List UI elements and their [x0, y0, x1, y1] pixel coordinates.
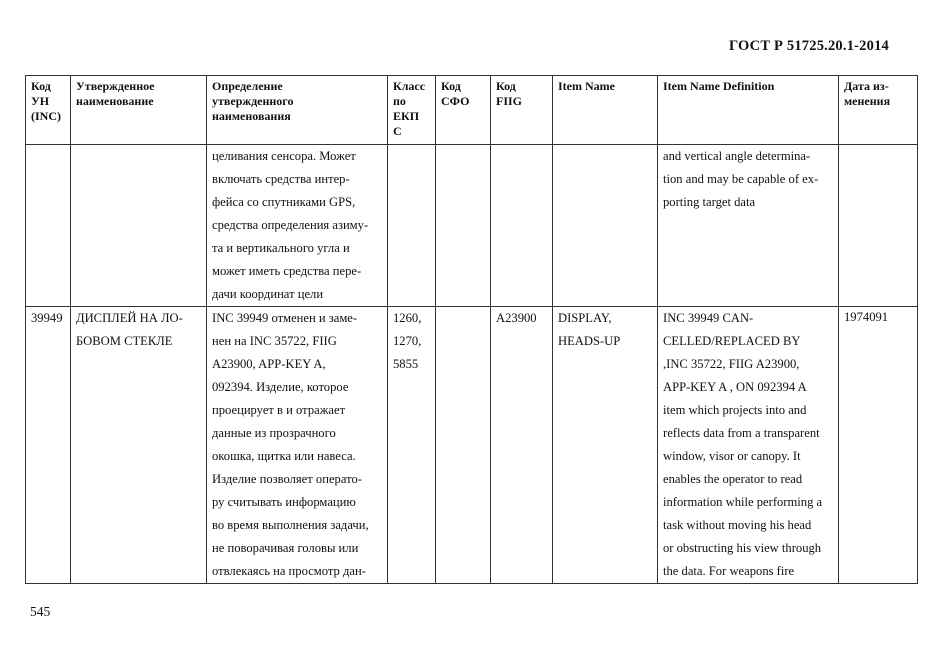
cell-inc [26, 145, 71, 307]
header-item-name-definition: Item Name Definition [658, 76, 839, 145]
cell-text-line: нен на INC 35722, FIIG [212, 334, 337, 348]
cell-text-line: ру считывать информацию [212, 495, 356, 509]
cell-text-line: ,INC 35722, FIIG A23900, [663, 357, 800, 371]
cell-text-line: DISPLAY, [558, 311, 612, 325]
cell-text-line: A23900 [496, 311, 537, 325]
cell-text-line: не поворачивая головы или [212, 541, 359, 555]
cell-text-line: HEADS-UP [558, 334, 621, 348]
cell-sfo [436, 307, 491, 584]
cell-text-line: ДИСПЛЕЙ НА ЛО- [76, 311, 183, 325]
cell-text-line: может иметь средства пере- [212, 264, 362, 278]
cell-class [388, 145, 436, 307]
cell-text-line: проецирует в и отражает [212, 403, 346, 417]
document-standard-number: ГОСТ Р 51725.20.1-2014 [728, 38, 889, 54]
cell-fiig [491, 145, 553, 307]
cell-text-line: porting target data [663, 195, 756, 209]
header-definition: Определение утвержденного наименования [207, 76, 388, 145]
cell-inc [26, 307, 71, 584]
cell-text-line: 1974091 [844, 310, 889, 324]
cell-text-line: 39949 [31, 311, 63, 325]
page-number: 545 [30, 604, 51, 619]
cell-text-line: APP-KEY A , ON 092394 A [663, 380, 807, 394]
header-sfo: Код СФО [436, 76, 491, 145]
cell-text-line: во время выполнения задачи, [212, 518, 369, 532]
cell-text-line: task without moving his head [663, 518, 812, 532]
cell-text-line: tion and may be capable of ex- [663, 172, 819, 186]
cell-item-name-definition [658, 307, 839, 584]
cell-approved-name [71, 307, 207, 584]
header-approved-name: Утвержденное наименование [71, 76, 207, 145]
table-header-row [26, 76, 918, 145]
cell-approved-name [71, 145, 207, 307]
cell-text-line: INC 39949 CAN- [663, 311, 754, 325]
cell-text-line: средства определения азиму- [212, 218, 369, 232]
cell-text-line: дачи координат цели [212, 287, 324, 301]
cell-text-line: the data. For weapons fire [663, 564, 795, 578]
cell-text-line: A23900, APP-KEY A, [212, 357, 326, 371]
cell-text-line: фейса со спутниками GPS, [212, 195, 356, 209]
cell-fiig [491, 307, 553, 584]
cell-text-line: and vertical angle determina- [663, 149, 811, 163]
cell-text-line: window, visor or canopy. It [663, 449, 801, 463]
header-fiig: Код FIIG [491, 76, 553, 145]
header-item-name: Item Name [553, 76, 658, 145]
cell-text-line: данные из прозрачного [212, 426, 336, 440]
cell-text-line: enables the operator to read [663, 472, 803, 486]
header-inc: Код УН (INC) [26, 76, 71, 145]
cell-text-line: 1270, [393, 334, 422, 348]
table-row [26, 145, 918, 307]
cell-definition [207, 145, 388, 307]
header-change-date: Дата из- менения [839, 76, 918, 145]
cell-text-line: CELLED/REPLACED BY [663, 334, 801, 348]
cell-text-line: information while performing a [663, 495, 823, 509]
cell-text-line: целивания сенсора. Может [212, 149, 356, 163]
cell-change-date [839, 307, 918, 584]
cell-text-line: отвлекаясь на просмотр дан- [212, 564, 366, 578]
cell-text-line: or obstructing his view through [663, 541, 822, 555]
cell-text-line: 092394. Изделие, которое [212, 380, 349, 394]
cell-item-name-definition [658, 145, 839, 307]
cell-item-name [553, 307, 658, 584]
cell-text-line: INC 39949 отменен и заме- [212, 311, 358, 325]
cell-text-line: та и вертикального угла и [212, 241, 350, 255]
cell-item-name [553, 145, 658, 307]
cell-class [388, 307, 436, 584]
cell-text-line: включать средства интер- [212, 172, 350, 186]
cell-text-line: 1260, [393, 311, 422, 325]
header-class: Класс по ЕКП С [388, 76, 436, 145]
cell-sfo [436, 145, 491, 307]
nomenclature-table [25, 75, 918, 584]
cell-text-line: окошка, щитка или навеса. [212, 449, 356, 463]
cell-text-line: БОВОМ СТЕКЛЕ [76, 334, 173, 348]
table-row [26, 307, 918, 584]
cell-text-line: item which projects into and [663, 403, 807, 417]
cell-change-date [839, 145, 918, 307]
cell-definition [207, 307, 388, 584]
cell-text-line: reflects data from a transparent [663, 426, 820, 440]
cell-text-line: Изделие позволяет операто- [212, 472, 362, 486]
cell-text-line: 5855 [393, 357, 419, 371]
